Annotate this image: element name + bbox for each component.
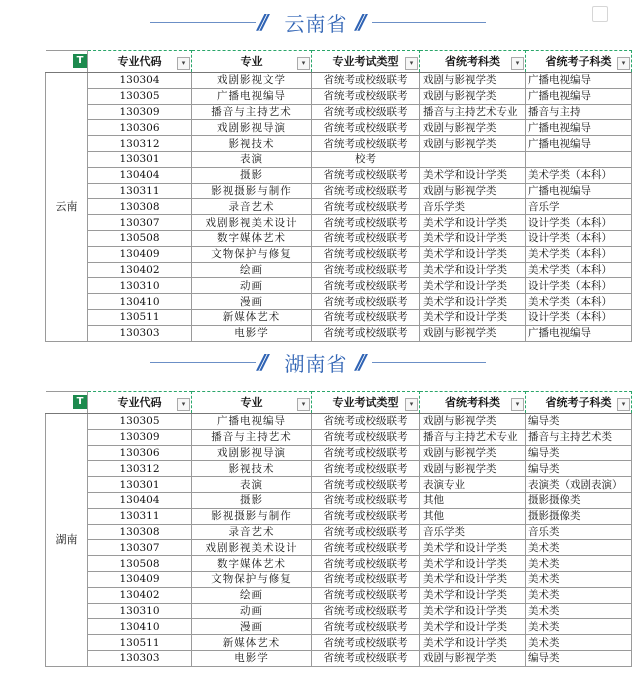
table-row [46,429,632,445]
filter-dropdown-icon[interactable]: ▾ [297,57,310,70]
table-row [46,540,632,556]
cell-major[interactable]: 广播电视编导 [192,414,312,430]
cell-category[interactable]: 美术学和设计学类 [420,167,526,183]
table-row [46,556,632,572]
filter-dropdown-icon[interactable]: ▾ [511,57,524,70]
cell-category[interactable]: 美术学和设计学类 [420,571,526,587]
cell-exam-type[interactable]: 省统考或校级联考 [312,650,420,666]
cell-exam-type[interactable]: 省统考或校级联考 [312,199,420,215]
filter-dropdown-icon[interactable]: ▾ [511,398,524,411]
cell-major[interactable]: 影视技术 [192,461,312,477]
cell-exam-type[interactable]: 省统考或校级联考 [312,73,420,89]
column-header-label: 专业代码 [117,395,162,409]
cell-code[interactable]: 130312 [88,461,192,477]
filter-dropdown-icon[interactable]: ▾ [617,398,630,411]
cell-subcategory[interactable]: 美术学类（本科） [526,294,632,310]
cell-code[interactable]: 130402 [88,587,192,603]
cell-subcategory[interactable]: 美术类 [526,540,632,556]
cell-major[interactable]: 漫画 [192,619,312,635]
cell-major[interactable]: 电影学 [192,325,312,341]
cell-code[interactable]: 130404 [88,167,192,183]
column-header-major[interactable] [192,51,312,73]
cell-category[interactable]: 播音与主持艺术专业 [420,429,526,445]
cell-exam-type[interactable]: 省统考或校级联考 [312,414,420,430]
cell-category[interactable]: 美术学和设计学类 [420,309,526,325]
column-header-label: 专业代码 [117,54,162,68]
cell-exam-type[interactable]: 省统考或校级联考 [312,508,420,524]
cell-code[interactable]: 130311 [88,183,192,199]
cell-category[interactable]: 戏剧与影视学类 [420,461,526,477]
cell-subcategory[interactable]: 美术类 [526,635,632,651]
table-row [46,199,632,215]
cell-major[interactable]: 广播电视编导 [192,88,312,104]
cell-category[interactable]: 美术学和设计学类 [420,278,526,294]
table-corner-cell[interactable] [46,392,88,414]
cell-major[interactable]: 表演 [192,477,312,493]
table-row [46,414,632,430]
cell-category[interactable]: 戏剧与影视学类 [420,183,526,199]
cell-code[interactable]: 130410 [88,619,192,635]
cell-subcategory[interactable]: 美术学类（本科） [526,246,632,262]
cell-code[interactable]: 130402 [88,262,192,278]
cell-exam-type[interactable]: 省统考或校级联考 [312,556,420,572]
table-row [46,461,632,477]
cell-code[interactable]: 130511 [88,635,192,651]
column-header-exam-type[interactable] [312,51,420,73]
cell-category[interactable]: 美术学和设计学类 [420,587,526,603]
cell-exam-type[interactable]: 省统考或校级联考 [312,619,420,635]
column-header-subcategory[interactable] [526,392,632,414]
cell-subcategory[interactable]: 设计学类（本科） [526,278,632,294]
table-row [46,230,632,246]
cell-major[interactable]: 动画 [192,603,312,619]
cell-major[interactable]: 数字媒体艺术 [192,230,312,246]
cell-major[interactable]: 文物保护与修复 [192,246,312,262]
cell-subcategory[interactable]: 音乐类 [526,524,632,540]
cell-subcategory[interactable]: 设计学类（本科） [526,215,632,231]
table-row [46,136,632,152]
table-badge-icon[interactable]: T [73,395,87,409]
column-header-code[interactable] [88,51,192,73]
table-row [46,73,632,89]
cell-major[interactable]: 表演 [192,151,312,167]
cell-subcategory[interactable]: 广播电视编导 [526,183,632,199]
table-row [46,215,632,231]
cell-exam-type[interactable]: 省统考或校级联考 [312,603,420,619]
cell-code[interactable]: 130508 [88,230,192,246]
cell-category[interactable]: 美术学和设计学类 [420,556,526,572]
filter-dropdown-icon[interactable]: ▾ [177,57,190,70]
cell-code[interactable]: 130309 [88,429,192,445]
table-row [46,120,632,136]
table-row [46,635,632,651]
cell-major[interactable]: 戏剧影视文学 [192,73,312,89]
major-table-hunan [45,391,632,667]
cell-subcategory[interactable]: 广播电视编导 [526,73,632,89]
cell-category[interactable] [420,151,526,167]
slash-decoration-icon: // [258,350,265,374]
cell-exam-type[interactable]: 省统考或校级联考 [312,120,420,136]
cell-category[interactable]: 音乐学类 [420,524,526,540]
filter-dropdown-icon[interactable]: ▾ [297,398,310,411]
column-header-major[interactable] [192,392,312,414]
filter-dropdown-icon[interactable]: ▾ [405,398,418,411]
section-title: 云南省 [284,12,348,36]
cell-major[interactable]: 文物保护与修复 [192,571,312,587]
cell-code[interactable]: 130304 [88,73,192,89]
table-badge-icon[interactable]: T [73,54,87,68]
cell-major[interactable]: 戏剧影视导演 [192,445,312,461]
table-row [46,603,632,619]
table-row [46,151,632,167]
cell-code[interactable]: 130310 [88,603,192,619]
cell-major[interactable]: 漫画 [192,294,312,310]
cell-subcategory[interactable]: 广播电视编导 [526,136,632,152]
cell-exam-type[interactable]: 省统考或校级联考 [312,540,420,556]
cell-exam-type[interactable]: 省统考或校级联考 [312,215,420,231]
cell-subcategory[interactable]: 美术类 [526,603,632,619]
cell-category[interactable]: 其他 [420,508,526,524]
column-header-exam-type[interactable] [312,392,420,414]
cell-category[interactable]: 美术学和设计学类 [420,230,526,246]
cell-code[interactable]: 130306 [88,120,192,136]
cell-code[interactable]: 130301 [88,151,192,167]
cell-code[interactable]: 130409 [88,571,192,587]
table-corner-cell[interactable] [46,51,88,73]
cell-code[interactable]: 130310 [88,278,192,294]
heading-rule-right [372,362,486,363]
cell-category[interactable]: 美术学和设计学类 [420,540,526,556]
cell-subcategory[interactable]: 广播电视编导 [526,88,632,104]
cell-subcategory[interactable]: 广播电视编导 [526,120,632,136]
table-row [46,650,632,666]
cell-subcategory[interactable]: 播音与主持艺术类 [526,429,632,445]
header-row [46,392,632,414]
column-header-category[interactable] [420,51,526,73]
filter-dropdown-icon[interactable]: ▾ [405,57,418,70]
cell-category[interactable]: 美术学和设计学类 [420,635,526,651]
province-cell[interactable]: 湖南 [46,414,88,667]
slash-decoration-icon: // [356,10,363,34]
cell-exam-type[interactable]: 省统考或校级联考 [312,635,420,651]
section-heading-yunnan [0,8,620,38]
cell-subcategory[interactable]: 设计学类（本科） [526,309,632,325]
cell-category[interactable]: 播音与主持艺术专业 [420,104,526,120]
cell-exam-type[interactable]: 省统考或校级联考 [312,587,420,603]
cell-major[interactable]: 摄影 [192,167,312,183]
cell-category[interactable]: 戏剧与影视学类 [420,73,526,89]
major-table-yunnan [45,50,632,342]
cell-subcategory[interactable]: 编导类 [526,445,632,461]
cell-exam-type[interactable]: 省统考或校级联考 [312,429,420,445]
cell-exam-type[interactable]: 省统考或校级联考 [312,477,420,493]
cell-category[interactable]: 戏剧与影视学类 [420,650,526,666]
column-header-label: 专业考试类型 [332,54,399,68]
table-row [46,104,632,120]
cell-subcategory[interactable]: 编导类 [526,650,632,666]
cell-category[interactable]: 戏剧与影视学类 [420,445,526,461]
cell-category[interactable]: 戏剧与影视学类 [420,120,526,136]
cell-category[interactable]: 戏剧与影视学类 [420,414,526,430]
column-header-label: 省统考科类 [445,395,500,409]
cell-category[interactable]: 美术学和设计学类 [420,246,526,262]
cell-code[interactable]: 130307 [88,215,192,231]
cell-exam-type[interactable]: 省统考或校级联考 [312,571,420,587]
cell-code[interactable]: 130511 [88,309,192,325]
cell-subcategory[interactable]: 美术学类（本科） [526,262,632,278]
cell-category[interactable]: 其他 [420,492,526,508]
table-row [46,477,632,493]
cell-exam-type[interactable]: 省统考或校级联考 [312,136,420,152]
heading-rule-left [150,362,256,363]
slash-decoration-icon: // [356,350,363,374]
cell-major[interactable]: 绘画 [192,587,312,603]
column-header-label: 省统考子科类 [545,395,612,409]
cell-major[interactable]: 播音与主持艺术 [192,104,312,120]
table-row [46,246,632,262]
cell-major[interactable]: 戏剧影视导演 [192,120,312,136]
cell-subcategory[interactable]: 摄影摄像类 [526,508,632,524]
heading-rule-left [150,22,256,23]
heading-rule-right [372,22,486,23]
section-title: 湖南省 [284,352,348,376]
cell-category[interactable]: 戏剧与影视学类 [420,136,526,152]
cell-subcategory[interactable]: 美术类 [526,587,632,603]
cell-code[interactable]: 130305 [88,414,192,430]
cell-exam-type[interactable]: 省统考或校级联考 [312,183,420,199]
cell-subcategory[interactable]: 美术类 [526,619,632,635]
cell-code[interactable]: 130301 [88,477,192,493]
table-row [46,571,632,587]
cell-major[interactable]: 影视技术 [192,136,312,152]
cell-category[interactable]: 美术学和设计学类 [420,619,526,635]
cell-major[interactable]: 录音艺术 [192,199,312,215]
column-header-label: 专业 [240,54,263,68]
cell-major[interactable]: 数字媒体艺术 [192,556,312,572]
cell-code[interactable]: 130311 [88,508,192,524]
cell-category[interactable]: 音乐学类 [420,199,526,215]
cell-category[interactable]: 美术学和设计学类 [420,262,526,278]
column-header-subcategory[interactable] [526,51,632,73]
table-row [46,262,632,278]
cell-code[interactable]: 130307 [88,540,192,556]
cell-major[interactable]: 摄影 [192,492,312,508]
cell-major[interactable]: 新媒体艺术 [192,309,312,325]
cell-code[interactable]: 130309 [88,104,192,120]
slash-decoration-icon: // [258,10,265,34]
table-row [46,587,632,603]
table-row [46,294,632,310]
cell-code[interactable]: 130308 [88,524,192,540]
cell-subcategory[interactable]: 设计学类（本科） [526,230,632,246]
cell-code[interactable]: 130312 [88,136,192,152]
cell-exam-type[interactable]: 省统考或校级联考 [312,246,420,262]
cell-subcategory[interactable]: 表演类（戏剧表演） [526,477,632,493]
cell-subcategory[interactable]: 美术类 [526,556,632,572]
filter-dropdown-icon[interactable]: ▾ [177,398,190,411]
cell-exam-type[interactable]: 校考 [312,151,420,167]
cell-subcategory[interactable]: 音乐学 [526,199,632,215]
cell-subcategory[interactable]: 美术学类（本科） [526,167,632,183]
table-row [46,88,632,104]
cell-code[interactable]: 130308 [88,199,192,215]
header-row [46,51,632,73]
cell-exam-type[interactable]: 省统考或校级联考 [312,167,420,183]
cell-exam-type[interactable]: 省统考或校级联考 [312,524,420,540]
table-row [46,167,632,183]
column-header-category[interactable] [420,392,526,414]
cell-exam-type[interactable]: 省统考或校级联考 [312,309,420,325]
cell-subcategory[interactable] [526,151,632,167]
cell-category[interactable]: 戏剧与影视学类 [420,88,526,104]
table-row [46,325,632,341]
cell-exam-type[interactable]: 省统考或校级联考 [312,461,420,477]
cell-major[interactable]: 戏剧影视美术设计 [192,215,312,231]
cell-category[interactable]: 戏剧与影视学类 [420,325,526,341]
column-header-label: 省统考子科类 [545,54,612,68]
cell-category[interactable]: 美术学和设计学类 [420,603,526,619]
cell-subcategory[interactable]: 编导类 [526,461,632,477]
cell-major[interactable]: 播音与主持艺术 [192,429,312,445]
cell-code[interactable]: 130508 [88,556,192,572]
cell-exam-type[interactable]: 省统考或校级联考 [312,325,420,341]
cell-major[interactable]: 电影学 [192,650,312,666]
table-row [46,619,632,635]
cell-subcategory[interactable]: 摄影摄像类 [526,492,632,508]
cell-category[interactable]: 美术学和设计学类 [420,215,526,231]
cell-exam-type[interactable]: 省统考或校级联考 [312,104,420,120]
cell-major[interactable]: 录音艺术 [192,524,312,540]
cell-major[interactable]: 影视摄影与制作 [192,508,312,524]
cell-major[interactable]: 绘画 [192,262,312,278]
table-row [46,445,632,461]
section-heading-hunan [0,348,620,378]
cell-code[interactable]: 130305 [88,88,192,104]
cell-major[interactable]: 戏剧影视美术设计 [192,540,312,556]
column-header-label: 专业考试类型 [332,395,399,409]
table-row [46,492,632,508]
table-row [46,278,632,294]
cell-code[interactable]: 130410 [88,294,192,310]
table-row [46,508,632,524]
column-header-label: 省统考科类 [445,54,500,68]
cell-exam-type[interactable]: 省统考或校级联考 [312,88,420,104]
table-row [46,183,632,199]
cell-subcategory[interactable]: 播音与主持 [526,104,632,120]
cell-category[interactable]: 表演专业 [420,477,526,493]
cell-exam-type[interactable]: 省统考或校级联考 [312,278,420,294]
cell-exam-type[interactable]: 省统考或校级联考 [312,294,420,310]
table-row [46,524,632,540]
cell-subcategory[interactable]: 美术类 [526,571,632,587]
cell-subcategory[interactable]: 编导类 [526,414,632,430]
cell-code[interactable]: 130306 [88,445,192,461]
province-cell[interactable]: 云南 [46,73,88,342]
cell-code[interactable]: 130303 [88,650,192,666]
cell-major[interactable]: 新媒体艺术 [192,635,312,651]
cell-exam-type[interactable]: 省统考或校级联考 [312,230,420,246]
cell-subcategory[interactable]: 广播电视编导 [526,325,632,341]
cell-code[interactable]: 130409 [88,246,192,262]
column-header-label: 专业 [240,395,263,409]
cell-category[interactable]: 美术学和设计学类 [420,294,526,310]
table-row [46,309,632,325]
cell-major[interactable]: 影视摄影与制作 [192,183,312,199]
column-header-code[interactable] [88,392,192,414]
cell-exam-type[interactable]: 省统考或校级联考 [312,492,420,508]
filter-dropdown-icon[interactable]: ▾ [617,57,630,70]
cell-exam-type[interactable]: 省统考或校级联考 [312,262,420,278]
cell-code[interactable]: 130404 [88,492,192,508]
cell-major[interactable]: 动画 [192,278,312,294]
cell-exam-type[interactable]: 省统考或校级联考 [312,445,420,461]
cell-code[interactable]: 130303 [88,325,192,341]
